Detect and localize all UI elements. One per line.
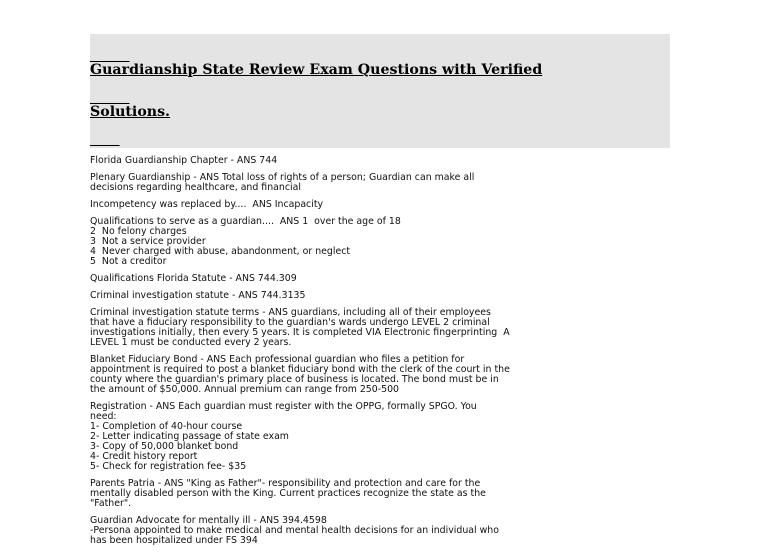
paragraph-line: Qualifications Florida Statute - ANS 744.309 (90, 273, 297, 284)
paragraph-line: appointment is required to post a blanket fiduciary bond with the clerk of the court in the (90, 364, 510, 375)
paragraph-line: Registration - ANS Each guardian must register with the OPPG, formally SPGO. You (90, 401, 477, 412)
document-content (90, 34, 680, 553)
paragraph-line: Guardian Advocate for mentally ill - ANS 394.4598 (90, 515, 327, 526)
paragraph-line: 5 Not a creditor (90, 256, 167, 267)
paragraph (90, 156, 680, 166)
paragraph-line: Florida Guardianship Chapter - ANS 744 (90, 155, 278, 166)
paragraph (90, 173, 680, 193)
paragraph (90, 355, 680, 395)
title-band (90, 34, 670, 148)
paragraph-line: Plenary Guardianship - ANS Total loss of rights of a person; Guardian can make all (90, 172, 475, 183)
paragraph-line: Parents Patria - ANS "King as Father"- responsibility and protection and care for the (90, 478, 481, 489)
paragraph-line: Blanket Fiduciary Bond - ANS Each professional guardian who files a petition for (90, 354, 465, 365)
paragraph-line: "Father". (90, 498, 132, 509)
paragraph-line: has been hospitalized under FS 394 (90, 535, 258, 546)
paragraph (90, 274, 680, 284)
paragraph (90, 200, 680, 210)
paragraph-line: mentally disabled person with the King. Current practices recognize the state as the (90, 488, 486, 499)
paragraph-line: Criminal investigation statute terms - ANS guardians, including all of their employees (90, 307, 491, 318)
paragraph-line: 5- Check for registration fee- $35 (90, 461, 247, 472)
paragraph-line: Incompetency was replaced by.... ANS Incapacity (90, 199, 324, 210)
paragraph (90, 308, 680, 348)
paragraph-line: 3- Copy of 50,000 blanket bond (90, 441, 239, 452)
paragraph (90, 479, 680, 509)
paragraph-line: county where the guardian's primary place of business is located. The bond must be in (90, 374, 499, 385)
title-line-1: Guardianship State Review Exam Questions with Verified (90, 62, 543, 78)
paragraph (90, 217, 680, 267)
document-title (90, 35, 699, 147)
paragraph-line: LEVEL 1 must be conducted every 2 years. (90, 337, 292, 348)
paragraph-line: the amount of $50,000. Annual premium can range from 250-500 (90, 384, 400, 395)
paragraph-line: that have a fiduciary responsibility to the guardian's wards undergo LEVEL 2 criminal (90, 317, 490, 328)
paragraph-line: need: (90, 411, 117, 422)
paragraph-line: Qualifications to serve as a guardian.... ANS 1 over the age of 18 (90, 216, 401, 227)
paragraph-line: 4- Credit history report (90, 451, 198, 462)
paragraph-line: 2- Letter indicating passage of state exam (90, 431, 289, 442)
paragraph-line: 3 Not a service provider (90, 236, 206, 247)
paragraph-line: Criminal investigation statute - ANS 744.3135 (90, 290, 306, 301)
paragraph-line: investigations initially, then every 5 years. It is completed VIA Electronic fingerprinting A (90, 327, 510, 338)
paragraph (90, 402, 680, 472)
paragraph (90, 291, 680, 301)
paragraph-line: 1- Completion of 40-hour course (90, 421, 243, 432)
paragraph-line: decisions regarding healthcare, and financial (90, 182, 301, 193)
paragraph (90, 516, 680, 546)
paragraph-line: 2 No felony charges (90, 226, 187, 237)
paragraph-line: 4 Never charged with abuse, abandonment, or neglect (90, 246, 351, 257)
title-line-2: Solutions. (90, 104, 170, 120)
paragraph-line: -Persona appointed to make medical and mental health decisions for an individual who (90, 525, 499, 536)
document-body (90, 156, 680, 546)
